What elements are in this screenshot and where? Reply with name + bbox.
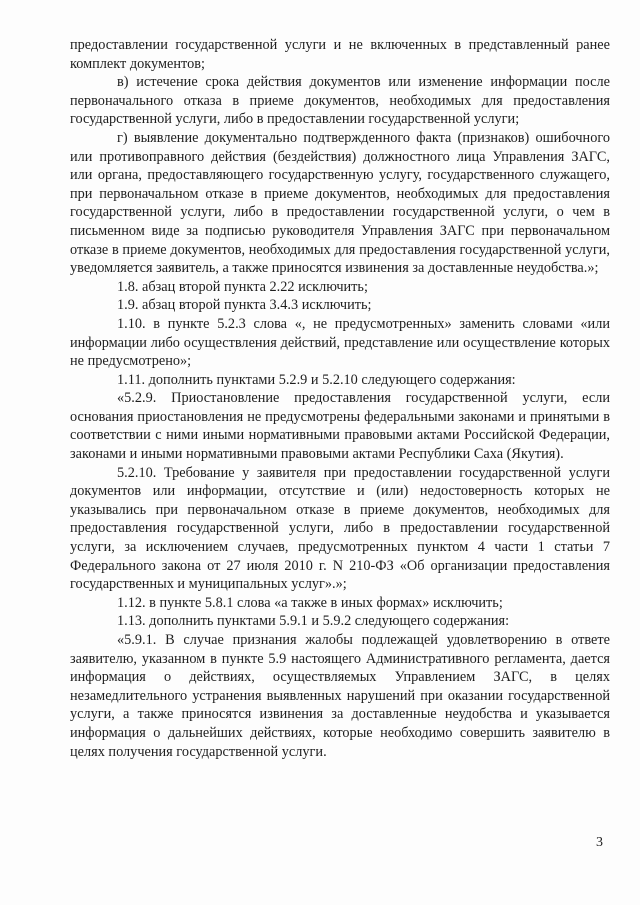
document-body xyxy=(70,36,610,761)
paragraph-5-2-10: 5.2.10. Требование у заявителя при предоставлении государственной услуги документов или информации, отсутствие и (или) недостоверность которых не указывались при первоначальном отказе в приеме документов, необходимых для предоставления государственной услуги, либо в предоставлении государственной услуги, за исключением случаев, предусмотренных пунктом 4 части 1 статьи 7 Федерального закона от 27 июля 2010 г. N 210-ФЗ «Об организации предоставления государственных и муниципальных услуг».»; xyxy=(70,464,610,593)
paragraph-5-9-1: «5.9.1. В случае признания жалобы подлежащей удовлетворению в ответе заявителю, указанном в пункте 5.9 настоящего Административного регламента, дается информация о действиях, осуществляемых Управлением ЗАГС, в целях незамедлительного устранения выявленных нарушений при оказании государственной услуги, а также приносятся извинения за доставленные неудобства и указывается информация о дальнейших действиях, которые необходимо совершить заявителю в целях получения государственной услуги. xyxy=(70,632,610,760)
paragraph-continuation: предоставлении государственной услуги и не включенных в представленный ранее комплект документов; xyxy=(70,37,610,72)
paragraph-1-10: 1.10. в пункте 5.2.3 слова «, не предусмотренных» заменить словами «или информации либо осуществления действий, представление или осуществление которых не предусмотрено»; xyxy=(70,315,610,370)
paragraph-5-2-9: «5.2.9. Приостановление предоставления государственной услуги, если основания приостановления не предусмотрены федеральными законами и принятыми в соответствии с ними иными нормативными правовыми актами Российской Федерации, законами и иными нормативными правовыми актами Республики Саха (Якутия). xyxy=(70,390,610,463)
paragraph-1-12: 1.12. в пункте 5.8.1 слова «а также в иных формах» исключить; xyxy=(117,594,503,611)
paragraph-1-8: 1.8. абзац второй пункта 2.22 исключить; xyxy=(117,278,368,295)
paragraph-1-13: 1.13. дополнить пунктами 5.9.1 и 5.9.2 следующего содержания: xyxy=(117,613,510,630)
page-number: 3 xyxy=(596,835,603,850)
paragraph-1-9: 1.9. абзац второй пункта 3.4.3 исключить; xyxy=(117,297,372,314)
paragraph-1-11: 1.11. дополнить пунктами 5.2.9 и 5.2.10 следующего содержания: xyxy=(117,371,516,388)
paragraph-item-v: в) истечение срока действия документов или изменение информации после первоначального отказа в приеме документов, необходимых для предоставления государственной услуги, либо в предоставлении государственной услуги; xyxy=(70,74,610,128)
paragraph-item-g: г) выявление документально подтвержденного факта (признаков) ошибочного или противоправного действия (бездействия) должностного лица Управления ЗАГС, или органа, предоставляющего государственную услугу, государственного служащего, при первоначальном отказе в приеме документов, необходимых для предоставления государственной услуги, либо в предоставлении государственной услуги, о чем в письменном виде за подписью руководителя Управления ЗАГС при первоначальном отказе в приеме документов, необходимых для предоставления государственной услуги, уведомляется заявитель, а также приносятся извинения за доставленные неудобства.»; xyxy=(70,129,610,277)
